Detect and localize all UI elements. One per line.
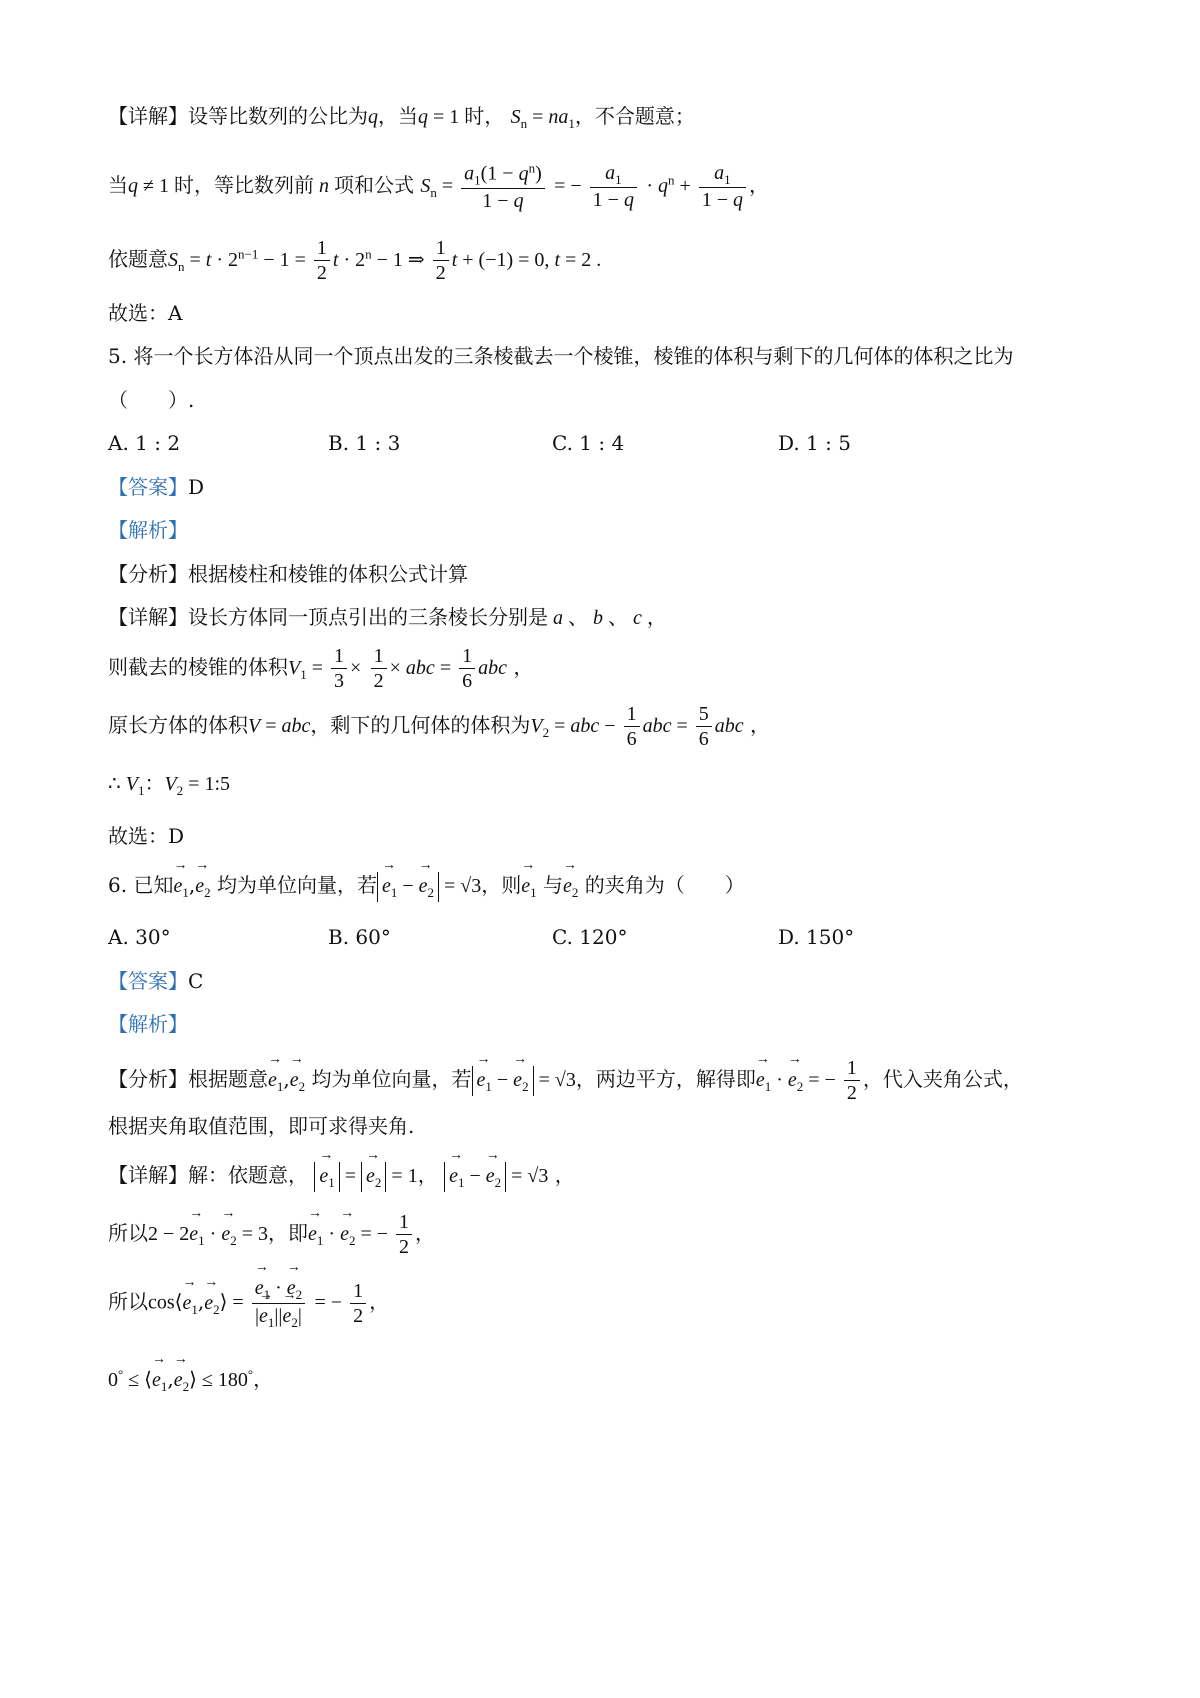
detail-tag: 【详解】 <box>108 104 188 128</box>
q5-detail-line-1: 【详解】设长方体同一顶点引出的三条棱长分别是 a 、 b 、 c ， <box>108 605 667 629</box>
q6-fenxi-line-2: 根据夹角取值范围，即可求得夹角. <box>108 1114 415 1138</box>
q5-option-d[interactable]: D. 1 : 5 <box>778 431 851 455</box>
q5-option-a[interactable]: A. 1 : 2 <box>108 431 181 455</box>
q6-option-c[interactable]: C. 120° <box>552 925 628 949</box>
q5-options <box>108 430 1008 460</box>
q5-option-b[interactable]: B. 1 : 3 <box>328 431 401 455</box>
q4-detail-line-2: 当q ≠ 1 时，等比数列前 n 项和公式 $S_n$ = $\frac{a_1(1 - q^n)}{1 - q}$ = − $\frac{a_1}{1 - q}$ · $q^n$ + $\frac{a_1}{1 - q}$ ， <box>108 160 770 213</box>
q6-option-a[interactable]: A. 30° <box>108 925 171 949</box>
q6-detail-line-3: 所以cos⟨→ $e_1,\to$ $e_2⟩$ = → $\frac{e_1 \cdot \to e_2}{|\to e_1||\to e_2|}$ = − $\frac{1}{2}$ ， <box>108 1276 389 1330</box>
q6-detail-line-4: 0° ≤ ⟨→ $e_1,\to$ $e_2⟩ \le 180^\circ$， <box>108 1366 273 1396</box>
q6-option-b[interactable]: B. 60° <box>328 925 391 949</box>
q6-stem: 6. 已知→ $e_1,\to e_2$ 均为单位向量，若→ $e_1$ − → $e_2 = √3$，则→ $e_1$ 与→ $e_2$ 的夹角为（ ） <box>108 872 745 902</box>
q5-analysis-tag: 【解析】 <box>108 518 188 542</box>
q5-detail-line-2: 则截去的棱锥的体积$V_1$ = $\frac{1}{3}$ × $\frac{1}{2}$ × abc = $\frac{1}{6}$ abc ， <box>108 645 534 692</box>
q5-stem-line-1: 5. 将一个长方体沿从同一个顶点出发的三条棱截去一个棱锥，棱锥的体积与剩下的几何体的体积之比为 <box>108 344 1014 368</box>
q6-fenxi-line-1: 【分析】根据题意→ $e_1,\to e_2$ 均为单位向量，若→ $e_1$ − → $e_2 = √3$，两边平方，解得即→ $e_1$ · → $e_2$ = − $\frac{1}{2}$ ，代入夹角公式， <box>108 1056 1023 1105</box>
q4-conclusion: 故选：A <box>108 301 183 325</box>
q5-option-c[interactable]: C. 1 : 4 <box>552 431 625 455</box>
q6-options <box>108 924 1008 954</box>
q5-answer: 【答案】D <box>108 475 205 499</box>
q5-fenxi: 【分析】根据棱柱和棱锥的体积公式计算 <box>108 562 468 586</box>
q5-stem-line-2: （ ）. <box>108 388 195 412</box>
q5-conclusion: 故选：D <box>108 824 185 848</box>
q6-analysis-tag: 【解析】 <box>108 1012 188 1036</box>
answer-tag: 【答案】 <box>108 475 188 499</box>
q6-detail-line-2: 所以$2 - 2\to e_1$ · → $e_2 = 3$，即→ $e_1$ · → $e_2$ = − $\frac{1}{2}$ ， <box>108 1210 435 1259</box>
q5-ratio: ∴ $V_1$：$V_2$ = 1:5 <box>108 771 231 798</box>
q4-detail-line-1: 【详解】设等比数列的公比为q，当q = 1 时， $S_n = na_1$，不合题意； <box>108 104 695 131</box>
q5-detail-line-3: 原长方体的体积V = abc，剩下的几何体的体积为$V_2$ = abc − $\frac{1}{6}$ abc = $\frac{5}{6}$ abc ， <box>108 703 770 750</box>
q6-answer: 【答案】C <box>108 969 204 993</box>
q6-option-d[interactable]: D. 150° <box>778 925 855 949</box>
answer-tag: 【答案】 <box>108 969 188 993</box>
q4-detail-line-3: 依题意$S_n = t \cdot 2^{n-1} - 1$ = $\frac{1}{2}$ $t \cdot 2^n - 1$ ⇒ $\frac{1}{2}$ t + (−1) = 0, t = 2 . <box>108 237 602 284</box>
q6-detail-line-1: 【详解】解：依题意， → $e_1$ = → $e_2 = 1$， → $e_1$ − → $e_2 = √3$ ， <box>108 1162 575 1192</box>
